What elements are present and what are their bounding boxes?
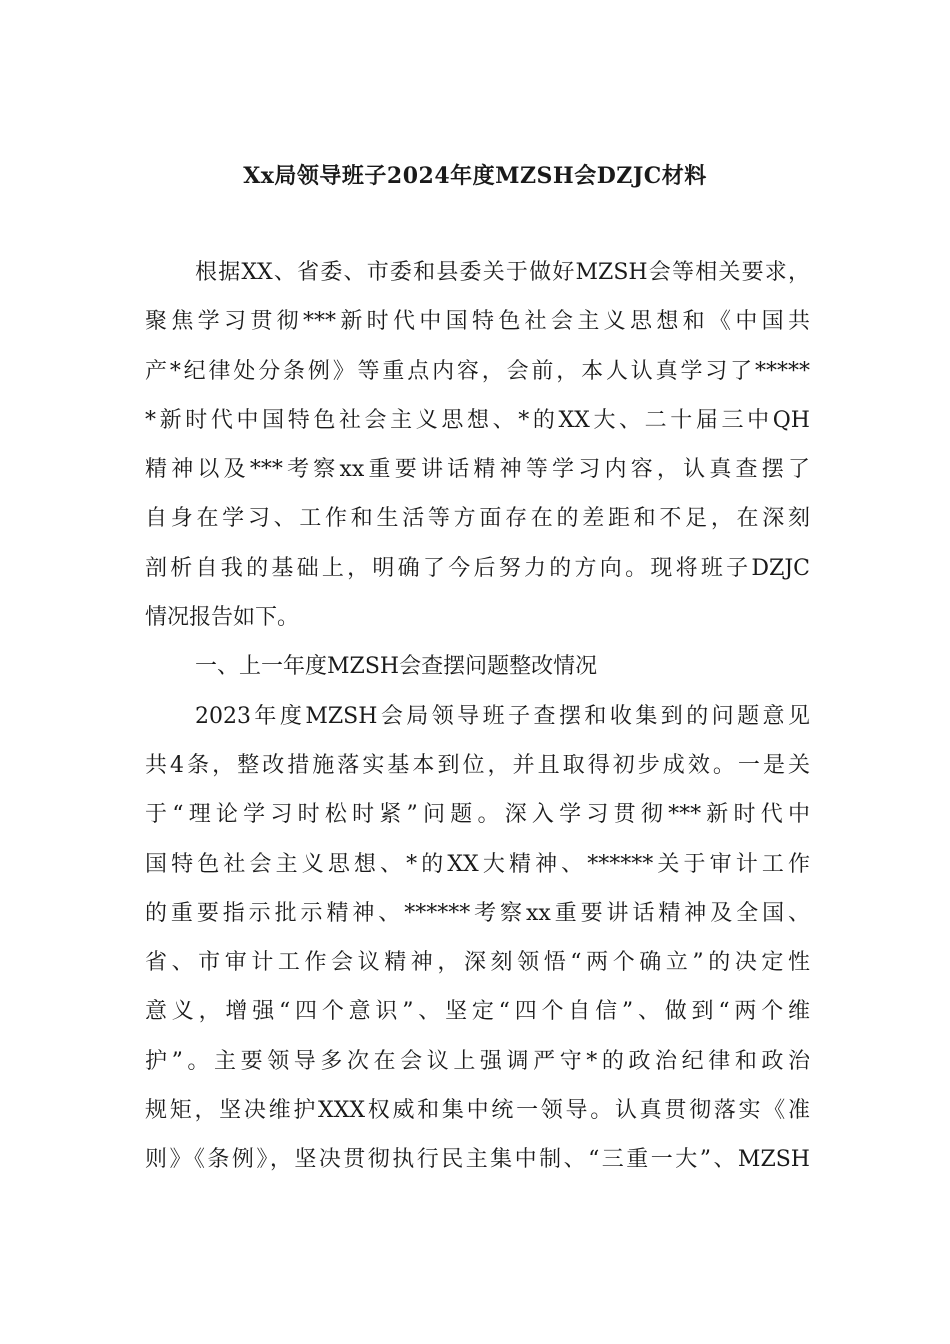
paragraph-line: 2023年度MZSH会局领导班子查摆和收集到的问题意见 — [195, 703, 810, 729]
paragraph-line: 情况报告如下。 — [145, 605, 300, 631]
paragraph-line: 意义，增强“四个意识”、坚定“四个自信”、做到“两个维 — [145, 999, 810, 1025]
document-title: Xx局领导班子2024年度MZSH会DZJC材料 — [243, 163, 707, 189]
paragraph-line: 剖析自我的基础上，明确了今后努力的方向。现将班子DZJC — [145, 555, 810, 581]
paragraph-line: 规矩，坚决维护XXX权威和集中统一领导。认真贯彻落实《准 — [145, 1098, 810, 1124]
paragraph-line: 产*纪律处分条例》等重点内容，会前，本人认真学习了***** — [145, 358, 810, 384]
paragraph-line: 国特色社会主义思想、*的XX大精神、******关于审计工作 — [145, 851, 810, 877]
paragraph-line: *新时代中国特色社会主义思想、*的XX大、二十届三中QH — [145, 407, 810, 433]
paragraph-line: 省、市审计工作会议精神，深刻领悟“两个确立”的决定性 — [145, 950, 810, 976]
paragraph-line: 共4条，整改措施落实基本到位，并且取得初步成效。一是关 — [145, 752, 810, 778]
paragraph-line: 于“理论学习时松时紧”问题。深入学习贯彻***新时代中 — [145, 802, 810, 828]
paragraph-line: 根据XX、省委、市委和县委关于做好MZSH会等相关要求， — [195, 260, 810, 285]
document-body — [145, 248, 810, 1185]
paragraph-line: 聚焦学习贯彻***新时代中国特色社会主义思想和《中国共 — [145, 309, 810, 335]
paragraph-line: 自身在学习、工作和生活等方面存在的差距和不足，在深刻 — [145, 506, 810, 532]
paragraph-line: 则》《条例》，坚决贯彻执行民主集中制、“三重一大”、MZSH — [145, 1147, 810, 1173]
paragraph-line: 的重要指示批示精神、******考察xx重要讲话精神及全国、 — [145, 900, 810, 926]
paragraph-line: 护”。主要领导多次在会议上强调严守*的政治纪律和政治 — [145, 1048, 810, 1074]
paragraph-line: 精神以及***考察xx重要讲话精神等学习内容，认真查摆了 — [145, 457, 810, 483]
section-heading: 一、上一年度MZSH会查摆问题整改情况 — [195, 654, 598, 680]
